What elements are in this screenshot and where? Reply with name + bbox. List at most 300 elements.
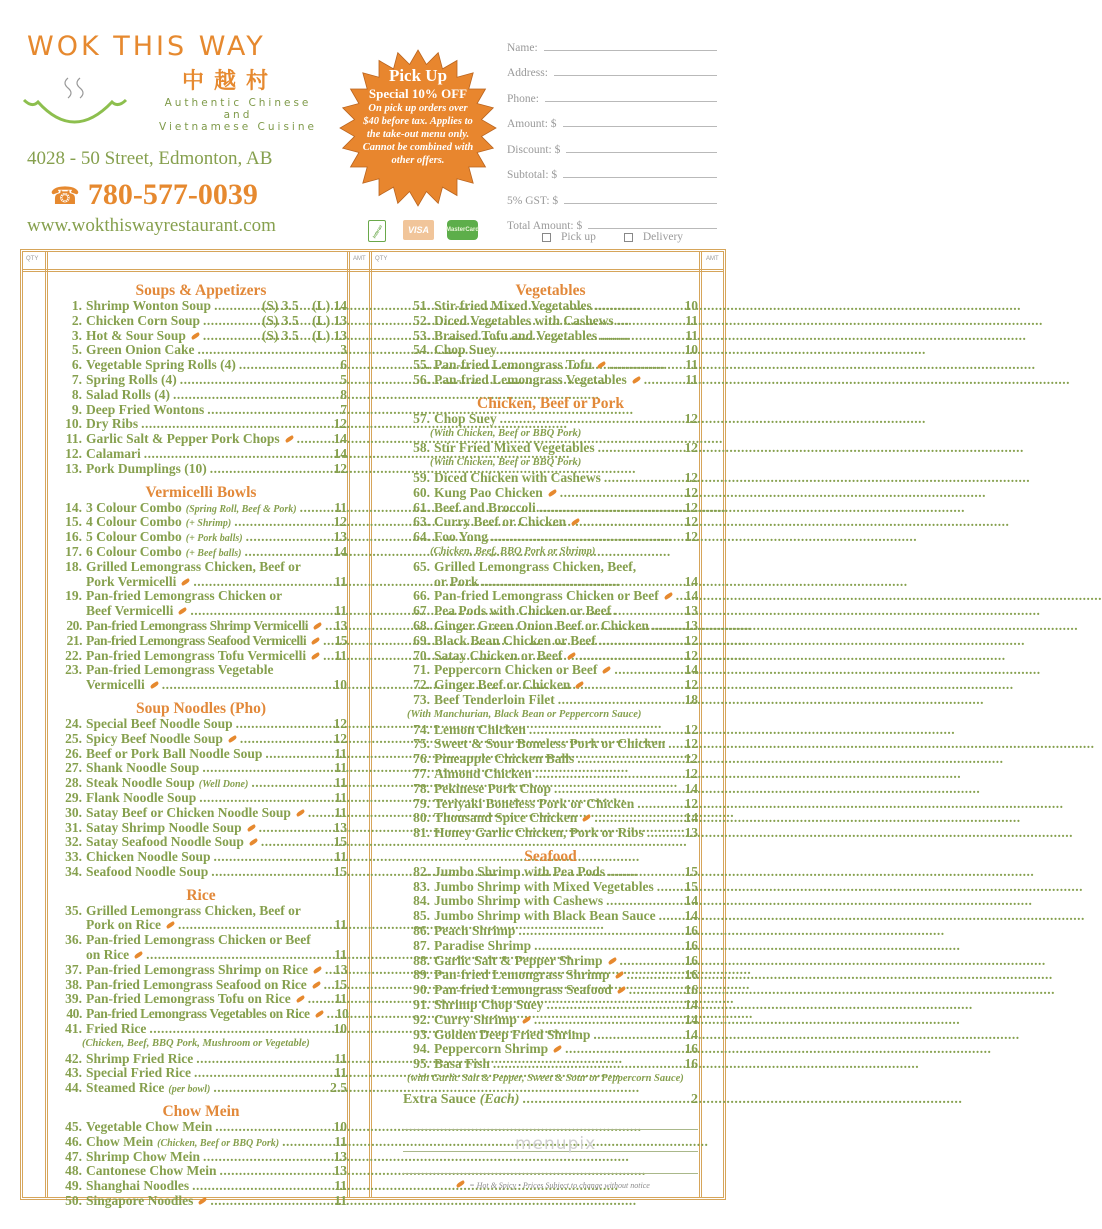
pickup-checkbox[interactable] [542, 231, 596, 243]
item-price: 11 [334, 1178, 347, 1194]
form-field-input[interactable] [545, 101, 717, 102]
item-number: 32. [65, 834, 82, 850]
form-field-input[interactable] [566, 152, 717, 153]
item-note: (+ Pork balls) [185, 533, 243, 545]
hot-pepper-icon [607, 957, 617, 965]
item-number: 75. [413, 736, 430, 752]
menu-item-row[interactable] [55, 388, 347, 403]
item-name: Chop Suey [434, 342, 497, 358]
menu-item-row[interactable] [403, 604, 698, 619]
item-number: 73. [413, 691, 430, 707]
menu-item-row[interactable] [403, 924, 698, 939]
menu-item-row[interactable] [55, 1022, 347, 1037]
hot-pepper-icon [631, 376, 641, 384]
item-number: 45. [65, 1119, 82, 1135]
menu-item-row[interactable] [55, 1150, 347, 1165]
item-number: 25. [65, 730, 82, 746]
menu-item-row[interactable] [403, 782, 698, 797]
form-field [507, 181, 717, 207]
dot-leader [213, 1081, 327, 1096]
form-field-input[interactable] [544, 50, 717, 51]
menu-item-row[interactable] [55, 358, 347, 373]
menu-item-row[interactable] [55, 373, 347, 388]
item-number: 50. [65, 1193, 82, 1209]
restaurant-phone [50, 178, 258, 212]
menu-item-row[interactable] [403, 373, 698, 388]
dot-leader [534, 1013, 682, 1028]
checkbox-icon [624, 233, 633, 242]
write-in-line[interactable] [403, 1108, 698, 1130]
item-price: 14 [684, 908, 698, 924]
item-price: 12 [684, 736, 698, 752]
form-field-label: Discount: $ [507, 143, 561, 156]
item-number: 37. [65, 961, 82, 977]
section-heading: Rice [186, 886, 216, 904]
item-name: Golden Deep Fried Shrimp [434, 1026, 591, 1042]
section-heading: Chicken, Beef or Pork [477, 394, 624, 412]
dot-leader [627, 968, 682, 983]
item-name: Flank Noodle Soup [86, 789, 197, 805]
hot-pepper-icon [198, 1197, 208, 1205]
item-note: (+ Beef balls) [185, 547, 242, 559]
item-name: Pan-fried Lemongrass Seafood [434, 982, 612, 998]
menu-item-row[interactable] [403, 983, 698, 998]
item-price: 12 [684, 677, 698, 693]
menu-item-row[interactable] [403, 968, 698, 983]
item-price: 12 [684, 440, 698, 456]
item-number: 68. [413, 617, 430, 633]
dot-leader [529, 723, 682, 738]
dot-leader [300, 501, 332, 516]
dot-leader [220, 1164, 331, 1179]
item-name: Pan-fried Lemongrass Seafood on Rice [86, 976, 307, 992]
item-number: 1. [71, 298, 82, 313]
section-heading: Soups & Appetizers [135, 282, 267, 299]
menu-item-row[interactable] [403, 501, 698, 516]
menu-item-row[interactable] [55, 776, 347, 791]
delivery-label: Delivery [642, 231, 684, 243]
form-field-input[interactable] [554, 75, 717, 76]
menu-item-row[interactable] [55, 343, 347, 358]
item-price: 16 [684, 982, 698, 998]
dot-leader [327, 1007, 333, 1022]
item-number: 23. [65, 662, 82, 678]
menu-item-row[interactable] [403, 343, 698, 358]
dot-leader [246, 530, 331, 545]
dot-leader [210, 1194, 331, 1209]
item-number: 92. [413, 1011, 430, 1027]
item-number: 61. [413, 499, 430, 515]
write-in-line[interactable] [403, 1152, 698, 1174]
menu-item-row[interactable] [403, 575, 698, 590]
menu-item-row[interactable] [403, 358, 698, 373]
item-number: 36. [65, 932, 82, 948]
item-name: Beef or Pork Ball Noodle Soup [86, 745, 263, 761]
menu-item-row[interactable] [403, 1013, 698, 1028]
item-price: 11 [334, 573, 347, 589]
item-number: 29. [65, 789, 82, 805]
menu-item-row[interactable] [55, 299, 347, 314]
item-name: Peach Shrimp [434, 923, 516, 939]
menu-item-row[interactable] [403, 1028, 698, 1043]
item-price: 11 [334, 1133, 347, 1149]
menu-item-row[interactable] [55, 663, 347, 678]
menu-item-row[interactable] [403, 1057, 698, 1072]
menu-item-row[interactable] [403, 826, 698, 841]
menu-item-row[interactable] [403, 412, 698, 427]
dot-leader [202, 761, 331, 776]
form-field-label: Address: [507, 67, 548, 79]
menu-item-row[interactable] [55, 575, 347, 590]
hot-pepper-icon [311, 637, 321, 645]
promo-line: the take-out menu only. [366, 129, 470, 140]
item-number: 10. [65, 416, 82, 432]
form-field-input[interactable] [564, 203, 717, 204]
item-number: 90. [413, 982, 430, 998]
phone-number: 780-577-0039 [87, 178, 258, 211]
telephone-icon: ☎ [50, 182, 80, 210]
item-number: 47. [65, 1148, 82, 1164]
dot-leader [608, 865, 681, 880]
menu-item-row[interactable] [403, 299, 698, 314]
item-price: 11 [334, 603, 347, 619]
menu-item-row[interactable] [55, 1007, 347, 1022]
checkbox-icon [542, 233, 551, 242]
form-field-label: Subtotal: $ [507, 169, 558, 181]
item-number: 17. [65, 543, 82, 559]
item-name: Pan-fried Lemongrass Chicken or [86, 588, 283, 604]
menu-item-row[interactable] [55, 791, 347, 806]
form-field-input[interactable] [588, 228, 717, 229]
hot-pepper-icon [166, 922, 176, 930]
item-price: 12 [684, 410, 698, 426]
promo-subtitle: Special 10% OFF [368, 86, 468, 101]
item-price: 10 [333, 677, 347, 693]
item-number: 5. [71, 342, 82, 358]
item-number: 53. [413, 327, 430, 343]
menu-item-row[interactable] [403, 530, 698, 545]
menu-item-row[interactable] [403, 649, 698, 664]
qty-header: QTY [375, 256, 388, 262]
menu-item-row[interactable] [403, 894, 698, 909]
extra-sauce-price: 2 [691, 1091, 698, 1107]
item-number: 14. [65, 499, 82, 515]
item-name: Basa Fish [434, 1056, 490, 1072]
dot-leader [481, 575, 681, 590]
menu-item-row[interactable] [403, 865, 698, 880]
item-price: 12 [684, 795, 698, 811]
menu-item-row[interactable] [403, 693, 698, 708]
hot-pepper-icon [178, 607, 188, 615]
item-name: Chicken Corn Soup [86, 312, 201, 328]
item-name: Lemon Chicken [434, 721, 526, 737]
item-price: 12 [684, 469, 698, 485]
item-name: Shrimp Chow Mein [86, 1148, 201, 1164]
menu-item-row[interactable] [55, 732, 347, 747]
item-name: Grilled Lemongrass Chicken, Beef or [86, 558, 301, 574]
menu-item-row[interactable] [55, 545, 347, 560]
dot-leader [149, 1022, 330, 1037]
item-name: 4 Colour Combo [86, 514, 182, 530]
item-name: Pineapple Chicken Balls [434, 751, 575, 767]
form-field [507, 156, 717, 182]
menu-item-row[interactable] [55, 978, 347, 993]
item-number: 8. [71, 386, 82, 402]
hot-pepper-icon [311, 652, 321, 660]
extra-sauce-row[interactable] [403, 1093, 698, 1108]
item-number: 78. [413, 780, 430, 796]
menu-item-row[interactable] [403, 471, 698, 486]
item-number: 52. [413, 312, 430, 328]
menu-item-row[interactable] [55, 933, 347, 948]
item-price: 13 [333, 1148, 347, 1164]
form-field-label: 5% GST: $ [507, 194, 559, 207]
menu-item-row[interactable] [403, 1042, 698, 1057]
dot-leader [210, 462, 331, 477]
item-name: Calamari [86, 445, 141, 461]
menu-item-row[interactable] [403, 441, 698, 456]
menu-item-row[interactable] [403, 797, 698, 812]
menu-item-row[interactable] [55, 904, 347, 919]
item-name: Singapore Noodles [86, 1193, 194, 1209]
menu-item-row[interactable] [55, 835, 347, 850]
menu-item-row[interactable] [55, 329, 347, 344]
dot-leader [251, 776, 331, 791]
form-field-input[interactable] [563, 126, 717, 127]
item-name: Chow Mein [86, 1133, 154, 1149]
hot-pepper-icon [311, 981, 321, 989]
menu-item-row[interactable] [55, 678, 347, 693]
item-number: 58. [413, 440, 430, 456]
menu-item-row[interactable] [403, 515, 698, 530]
item-name: Diced Vegetables with Cashews [434, 312, 614, 328]
menu-item-row[interactable] [403, 752, 698, 767]
item-name: Shank Noodle Soup [86, 760, 200, 776]
menu-item-row[interactable] [55, 417, 347, 432]
menu-item-row[interactable] [55, 619, 347, 634]
dot-leader [199, 791, 331, 806]
menu-item-row[interactable] [55, 1164, 347, 1179]
hot-pepper-icon [313, 966, 323, 974]
item-number: 79. [413, 795, 430, 811]
menu-item-row[interactable] [55, 447, 347, 462]
item-name: Curry Beef or Chicken [434, 514, 567, 530]
menu-item-row[interactable] [55, 1066, 347, 1081]
menu-item-row[interactable] [55, 501, 347, 516]
menu-item-row[interactable] [403, 723, 698, 738]
menu-item-row[interactable] [55, 634, 347, 649]
section-heading: Seafood [524, 847, 577, 865]
item-number: 70. [413, 647, 430, 663]
menu-item-row[interactable] [55, 1120, 347, 1135]
item-name: Pan-fried Lemongrass Chicken or Beef [434, 588, 659, 604]
item-name: Pan-fried Lemongrass Tofu Vermicelli [86, 647, 307, 663]
menu-item-row[interactable] [55, 314, 347, 329]
dot-leader [308, 806, 331, 821]
item-price: 11 [334, 804, 347, 820]
item-number: 69. [413, 632, 430, 648]
menu-item-row[interactable] [55, 604, 347, 619]
item-description: (With Chicken, Beef or BBQ Pork) [430, 457, 582, 469]
menu-item-row[interactable] [403, 998, 698, 1013]
item-name: Almond Chicken [434, 765, 532, 781]
tagline-line: Vietnamese Cuisine [159, 121, 317, 133]
extra-sauce-note: (Each) [479, 1091, 520, 1107]
item-name: Salad Rolls (4) [86, 386, 171, 402]
menu-item-row[interactable] [403, 560, 698, 575]
item-price: 10 [684, 342, 698, 358]
menu-item-row[interactable] [55, 1081, 347, 1096]
menu-item-row[interactable] [403, 314, 698, 329]
menu-item-row[interactable] [403, 939, 698, 954]
item-number: 82. [413, 863, 430, 879]
menu-item-row[interactable] [55, 806, 347, 821]
menu-item-row[interactable] [55, 530, 347, 545]
menu-item-row[interactable] [55, 963, 347, 978]
mastercard-icon: MasterCard [447, 220, 478, 240]
menu-item-row[interactable] [403, 767, 698, 782]
dot-leader [190, 604, 331, 619]
item-number: 6. [71, 357, 82, 373]
item-price: 13 [333, 819, 347, 835]
item-name: Garlic Salt & Pepper Shrimp [434, 952, 603, 968]
menu-item-row[interactable] [55, 1052, 347, 1067]
menu-item-row[interactable] [55, 589, 347, 604]
dot-leader [522, 1093, 688, 1108]
menu-item-row[interactable] [55, 649, 347, 664]
dot-leader [325, 963, 331, 978]
menu-item-row[interactable] [403, 909, 698, 924]
item-price: 13 [334, 617, 347, 633]
form-field-input[interactable] [563, 177, 717, 178]
section-heading: Vegetables [515, 282, 586, 299]
item-price: 12 [684, 529, 698, 545]
form-field-label: Amount: $ [507, 118, 557, 130]
dot-leader [629, 983, 682, 998]
item-name: Pork Dumplings (10) [86, 460, 207, 476]
menu-item-row[interactable] [55, 1135, 347, 1150]
order-type-options [542, 231, 683, 243]
hot-pepper-icon [284, 435, 294, 443]
menu-item-row[interactable] [55, 761, 347, 776]
menu-item-row[interactable] [55, 948, 347, 963]
delivery-checkbox[interactable] [624, 231, 683, 243]
item-number: 44. [65, 1080, 82, 1096]
item-name: Jumbo Shrimp with Black Bean Sauce [434, 908, 656, 924]
item-number: 12. [65, 445, 82, 461]
menu-item-row[interactable] [403, 954, 698, 969]
menu-item-row[interactable] [55, 1194, 347, 1209]
item-name: Beef Vermicelli [86, 603, 174, 619]
menu-item-row[interactable] [55, 821, 347, 836]
item-price: 11 [685, 312, 698, 328]
menu-item-row[interactable] [55, 560, 347, 575]
item-price: 11 [334, 1050, 347, 1066]
menu-item-row[interactable] [55, 432, 347, 447]
menu-item-row[interactable] [55, 865, 347, 880]
dot-leader [180, 373, 337, 388]
dot-leader [676, 589, 682, 604]
item-number: 39. [65, 991, 82, 1007]
item-price: 16 [684, 1056, 698, 1072]
hot-pepper-icon [614, 971, 624, 979]
item-number: 57. [413, 410, 430, 426]
amt-header: AMT [353, 256, 366, 262]
dot-leader [196, 1052, 331, 1067]
form-field [507, 105, 717, 131]
item-number: 81. [413, 825, 430, 841]
item-price: 15 [684, 863, 698, 879]
menu-item-row[interactable] [403, 737, 698, 752]
item-name: Diced Chicken with Cashews [434, 469, 601, 485]
item-price: 11 [334, 991, 347, 1007]
menu-item-row[interactable] [403, 634, 698, 649]
menu-item-row[interactable] [55, 992, 347, 1007]
dot-leader [647, 826, 682, 841]
item-price: 10 [333, 1119, 347, 1135]
dot-leader [491, 530, 682, 545]
item-price: 15 [333, 834, 347, 850]
menu-item-row[interactable] [55, 1179, 347, 1194]
item-name: Pan-fried Lemongrass Seafood Vermicelli [86, 632, 307, 648]
item-price: 11 [685, 357, 698, 373]
menu-item-row[interactable] [55, 918, 347, 933]
dot-leader [144, 447, 331, 462]
item-name: Satay Beef or Chicken Noodle Soup [86, 804, 291, 820]
menu-item-row[interactable] [55, 747, 347, 762]
menu-item-row[interactable] [403, 880, 698, 895]
item-name: Cantonese Chow Mein [86, 1163, 217, 1179]
menu-item-row[interactable] [403, 811, 698, 826]
dot-leader [215, 1120, 330, 1135]
item-number: 26. [65, 745, 82, 761]
item-number: 88. [413, 952, 430, 968]
promo-text [348, 66, 488, 167]
menu-item-row[interactable] [403, 329, 698, 344]
item-name: Stir-fried Mixed Vegetables [434, 298, 592, 313]
menu-item-row[interactable] [403, 486, 698, 501]
item-number: 71. [413, 662, 430, 678]
menu-item-row[interactable] [55, 462, 347, 477]
dot-leader [297, 432, 331, 447]
menu-item-row[interactable] [403, 619, 698, 634]
menu-item-row[interactable] [403, 678, 698, 693]
menu-item-row[interactable] [403, 663, 698, 678]
item-name: Hot & Sour Soup [86, 327, 186, 343]
tagline [148, 97, 328, 133]
promo-line: other offers. [391, 155, 445, 166]
item-note: (Well Done) [198, 779, 249, 791]
item-name: Ginger Green Onion Beef or Chicken [434, 617, 649, 633]
item-number: 94. [413, 1041, 430, 1057]
item-number: 86. [413, 923, 430, 939]
menu-item-row[interactable] [55, 515, 347, 530]
item-description: (With Chicken, Beef or BBQ Pork) [430, 427, 582, 439]
item-price: 14 [684, 1026, 698, 1042]
menu-item-row[interactable] [55, 717, 347, 732]
dot-leader [214, 299, 259, 314]
menu-item-row[interactable] [55, 850, 347, 865]
column-divider [45, 252, 48, 1197]
menu-item-row[interactable] [55, 403, 347, 418]
form-field [507, 79, 717, 105]
item-name: Teriyaki Boneless Pork or Chicken [434, 795, 635, 811]
item-name: Peppercorn Shrimp [434, 1041, 549, 1057]
item-number: 7. [71, 371, 82, 387]
website-link[interactable]: www.wokthiswayrestaurant.com [27, 215, 276, 236]
menu-item-row[interactable] [403, 589, 698, 604]
dot-leader [162, 678, 331, 693]
